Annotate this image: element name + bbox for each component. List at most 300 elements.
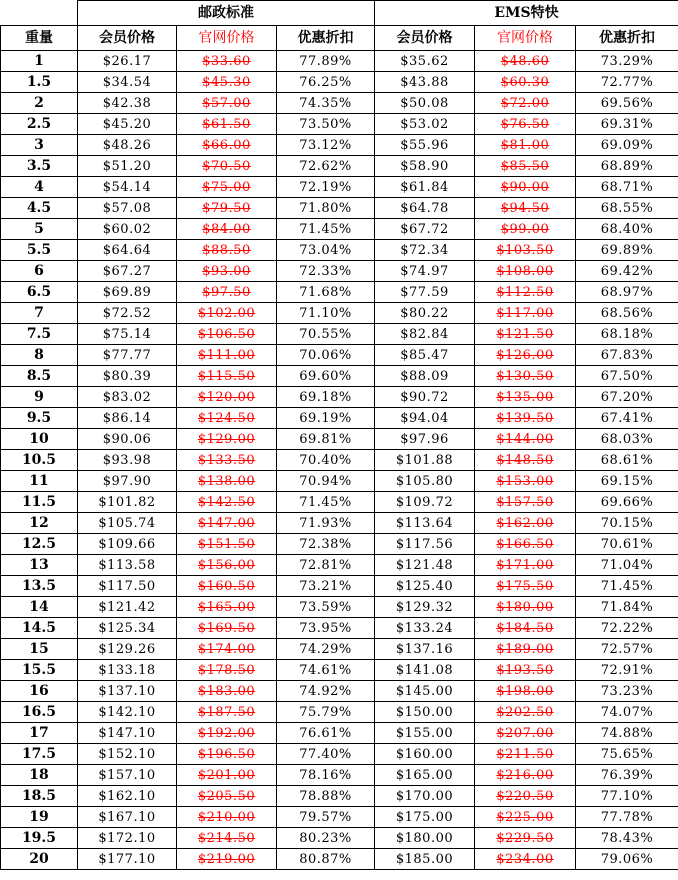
ems-official-price-cell: $225.00: [475, 807, 576, 828]
postal-official-price-cell: $138.00: [177, 471, 277, 492]
postal-official-price-cell: $219.00: [177, 849, 277, 870]
ems-official-price-cell: $175.50: [475, 576, 576, 597]
ems-discount-cell: 70.61%: [576, 534, 678, 555]
weight-cell: 11.5: [1, 492, 78, 513]
postal-discount-cell: 71.93%: [277, 513, 375, 534]
ems-discount-cell: 67.50%: [576, 366, 678, 387]
postal-discount-cell: 78.16%: [277, 765, 375, 786]
ems-official-price-cell: $85.50: [475, 156, 576, 177]
postal-member-price-cell: $42.38: [78, 93, 177, 114]
postal-official-price-cell: $165.00: [177, 597, 277, 618]
postal-member-price-cell: $97.90: [78, 471, 177, 492]
table-row: [1, 681, 678, 702]
postal-official-price-cell: $45.30: [177, 72, 277, 93]
postal-official-price-cell: $183.00: [177, 681, 277, 702]
postal-discount-cell: 78.88%: [277, 786, 375, 807]
table-row: [1, 492, 678, 513]
ems-official-price-cell: $144.00: [475, 429, 576, 450]
table-row: [1, 513, 678, 534]
weight-cell: 3.5: [1, 156, 78, 177]
ems-official-price-cell: $220.50: [475, 786, 576, 807]
ems-member-price-cell: $55.96: [375, 135, 475, 156]
postal-official-price-cell: $88.50: [177, 240, 277, 261]
ems-member-price-cell: $50.08: [375, 93, 475, 114]
postal-discount-cell: 72.62%: [277, 156, 375, 177]
postal-member-price-cell: $57.08: [78, 198, 177, 219]
ems-discount-cell: 72.77%: [576, 72, 678, 93]
weight-cell: 16: [1, 681, 78, 702]
postal-official-price-cell: $70.50: [177, 156, 277, 177]
ems-official-price-cell: $81.00: [475, 135, 576, 156]
ems-discount-cell: 69.56%: [576, 93, 678, 114]
ems-member-price-cell: $64.78: [375, 198, 475, 219]
postal-discount-cell: 71.80%: [277, 198, 375, 219]
postal-member-price-cell: $172.10: [78, 828, 177, 849]
table-row: [1, 366, 678, 387]
ems-discount-cell: 72.57%: [576, 639, 678, 660]
postal-discount-cell: 77.89%: [277, 51, 375, 72]
ems-member-price-cell: $90.72: [375, 387, 475, 408]
group-header-row: [1, 1, 678, 26]
postal-member-price-cell: $162.10: [78, 786, 177, 807]
table-row: [1, 261, 678, 282]
ems-member-price-cell: $155.00: [375, 723, 475, 744]
ems-discount-cell: 69.09%: [576, 135, 678, 156]
ems-official-price-cell: $234.00: [475, 849, 576, 870]
weight-cell: 10: [1, 429, 78, 450]
weight-cell: 19.5: [1, 828, 78, 849]
postal-member-price-cell: $86.14: [78, 408, 177, 429]
ems-official-price-cell: $121.50: [475, 324, 576, 345]
weight-cell: 5.5: [1, 240, 78, 261]
ems-official-price-cell: $202.50: [475, 702, 576, 723]
table-row: [1, 114, 678, 135]
ems-member-price-cell: $105.80: [375, 471, 475, 492]
postal-member-price-cell: $64.64: [78, 240, 177, 261]
postal-member-price-cell: $83.02: [78, 387, 177, 408]
ems-official-price-cell: $90.00: [475, 177, 576, 198]
ems-discount-cell: 73.29%: [576, 51, 678, 72]
weight-cell: 5: [1, 219, 78, 240]
postal-official-price-cell: $115.50: [177, 366, 277, 387]
postal-official-price-cell: $120.00: [177, 387, 277, 408]
ems-discount-cell: 69.15%: [576, 471, 678, 492]
postal-official-price-cell: $57.00: [177, 93, 277, 114]
postal-discount-cell: 79.57%: [277, 807, 375, 828]
table-row: [1, 744, 678, 765]
postal-official-price-cell: $214.50: [177, 828, 277, 849]
postal-member-price-cell: $48.26: [78, 135, 177, 156]
ems-discount-cell: 71.45%: [576, 576, 678, 597]
weight-cell: 9.5: [1, 408, 78, 429]
table-row: [1, 387, 678, 408]
ems-official-price-cell: $162.00: [475, 513, 576, 534]
ems-discount-cell: 68.71%: [576, 177, 678, 198]
table-row: [1, 450, 678, 471]
postal-discount-cell: 74.61%: [277, 660, 375, 681]
ems-official-price-cell: $103.50: [475, 240, 576, 261]
weight-cell: 12: [1, 513, 78, 534]
ems-official-price-cell: $157.50: [475, 492, 576, 513]
ems-discount-cell: 68.40%: [576, 219, 678, 240]
weight-cell: 17: [1, 723, 78, 744]
postal-member-price-cell: $69.89: [78, 282, 177, 303]
ems-official-price-cell: $153.00: [475, 471, 576, 492]
ems-member-price-cell: $160.00: [375, 744, 475, 765]
postal-official-price-cell: $93.00: [177, 261, 277, 282]
ems-official-price-cell: $207.00: [475, 723, 576, 744]
postal-member-price-cell: $152.10: [78, 744, 177, 765]
weight-cell: 18: [1, 765, 78, 786]
ems-member-price-cell: $170.00: [375, 786, 475, 807]
postal-discount-cell: 70.40%: [277, 450, 375, 471]
postal-discount-cell: 74.29%: [277, 639, 375, 660]
postal-discount-cell: 73.95%: [277, 618, 375, 639]
postal-member-price-cell: $75.14: [78, 324, 177, 345]
postal-discount-cell: 70.06%: [277, 345, 375, 366]
weight-cell: 9: [1, 387, 78, 408]
ems-official-price-cell: $180.00: [475, 597, 576, 618]
ems-discount-cell: 67.41%: [576, 408, 678, 429]
postal-member-price-cell: $133.18: [78, 660, 177, 681]
weight-cell: 14: [1, 597, 78, 618]
postal-official-price-cell: $142.50: [177, 492, 277, 513]
ems-official-price-cell: $48.60: [475, 51, 576, 72]
group-postal-header: 邮政标准: [78, 1, 375, 26]
ems-official-price-cell: $126.00: [475, 345, 576, 366]
postal-discount-cell: 76.25%: [277, 72, 375, 93]
postal-official-price-cell: $174.00: [177, 639, 277, 660]
ems-member-price-cell: $77.59: [375, 282, 475, 303]
weight-cell: 1: [1, 51, 78, 72]
ems-discount-cell: 76.39%: [576, 765, 678, 786]
postal-official-price-cell: $66.00: [177, 135, 277, 156]
weight-cell: 15: [1, 639, 78, 660]
postal-discount-cell: 71.68%: [277, 282, 375, 303]
ems-official-price-cell: $148.50: [475, 450, 576, 471]
postal-official-price-cell: $160.50: [177, 576, 277, 597]
ems-member-price-cell: $43.88: [375, 72, 475, 93]
ems-discount-cell: 71.04%: [576, 555, 678, 576]
weight-cell: 12.5: [1, 534, 78, 555]
postal-official-price-cell: $210.00: [177, 807, 277, 828]
weight-cell: 16.5: [1, 702, 78, 723]
ems-official-price-cell: $72.00: [475, 93, 576, 114]
postal-member-price-cell: $45.20: [78, 114, 177, 135]
postal-official-price-cell: $201.00: [177, 765, 277, 786]
ems-official-price-cell: $211.50: [475, 744, 576, 765]
postal-official-price-cell: $111.00: [177, 345, 277, 366]
table-row: [1, 786, 678, 807]
table-row: [1, 828, 678, 849]
ems-official-price-cell: $130.50: [475, 366, 576, 387]
table-row: [1, 303, 678, 324]
ems-discount-cell: 68.61%: [576, 450, 678, 471]
table-row: [1, 723, 678, 744]
ems-official-price-cell: $94.50: [475, 198, 576, 219]
ems-official-price-cell: $112.50: [475, 282, 576, 303]
postal-member-price-cell: $121.42: [78, 597, 177, 618]
weight-cell: 20: [1, 849, 78, 870]
postal-member-price-cell: $113.58: [78, 555, 177, 576]
postal-member-price-cell: $147.10: [78, 723, 177, 744]
ems-member-price-cell: $61.84: [375, 177, 475, 198]
postal-discount-cell: 73.59%: [277, 597, 375, 618]
ems-discount-cell: 77.10%: [576, 786, 678, 807]
table-row: [1, 51, 678, 72]
ems-official-price-cell: $108.00: [475, 261, 576, 282]
postal-official-price-cell: $196.50: [177, 744, 277, 765]
postal-member-price-cell: $129.26: [78, 639, 177, 660]
ems-discount-cell: 67.20%: [576, 387, 678, 408]
ems-member-price-cell: $72.34: [375, 240, 475, 261]
ems-discount-cell: 79.06%: [576, 849, 678, 870]
postal-discount-cell: 71.45%: [277, 219, 375, 240]
postal-discount-header: 优惠折扣: [277, 26, 375, 51]
postal-discount-cell: 70.55%: [277, 324, 375, 345]
postal-member-price-cell: $177.10: [78, 849, 177, 870]
ems-discount-cell: 75.65%: [576, 744, 678, 765]
postal-official-price-cell: $156.00: [177, 555, 277, 576]
postal-official-price-cell: $97.50: [177, 282, 277, 303]
postal-discount-cell: 72.38%: [277, 534, 375, 555]
weight-cell: 17.5: [1, 744, 78, 765]
postal-discount-cell: 77.40%: [277, 744, 375, 765]
ems-official-price-cell: $117.00: [475, 303, 576, 324]
weight-cell: 8: [1, 345, 78, 366]
ems-member-price-cell: $82.84: [375, 324, 475, 345]
ems-discount-cell: 74.88%: [576, 723, 678, 744]
postal-member-price-cell: $125.34: [78, 618, 177, 639]
table-row: [1, 135, 678, 156]
postal-discount-cell: 69.81%: [277, 429, 375, 450]
postal-official-price-cell: $178.50: [177, 660, 277, 681]
postal-member-price-cell: $51.20: [78, 156, 177, 177]
ems-official-price-cell: $135.00: [475, 387, 576, 408]
weight-cell: 15.5: [1, 660, 78, 681]
postal-member-price-cell: $34.54: [78, 72, 177, 93]
ems-discount-cell: 73.23%: [576, 681, 678, 702]
table-row: [1, 429, 678, 450]
ems-member-price-cell: $125.40: [375, 576, 475, 597]
table-row: [1, 534, 678, 555]
postal-discount-cell: 73.12%: [277, 135, 375, 156]
ems-official-price-cell: $184.50: [475, 618, 576, 639]
ems-official-price-header: 官网价格: [475, 26, 576, 51]
postal-member-price-cell: $167.10: [78, 807, 177, 828]
ems-discount-cell: 68.55%: [576, 198, 678, 219]
table-row: [1, 576, 678, 597]
table-row: [1, 702, 678, 723]
table-row: [1, 555, 678, 576]
ems-member-price-cell: $101.88: [375, 450, 475, 471]
postal-discount-cell: 70.94%: [277, 471, 375, 492]
ems-official-price-cell: $216.00: [475, 765, 576, 786]
ems-official-price-cell: $189.00: [475, 639, 576, 660]
ems-discount-cell: 77.78%: [576, 807, 678, 828]
postal-official-price-cell: $106.50: [177, 324, 277, 345]
postal-discount-cell: 74.35%: [277, 93, 375, 114]
ems-discount-cell: 68.89%: [576, 156, 678, 177]
group-ems-header: EMS特快: [375, 1, 678, 26]
weight-cell: 11: [1, 471, 78, 492]
postal-official-price-cell: $84.00: [177, 219, 277, 240]
postal-member-price-cell: $101.82: [78, 492, 177, 513]
table-row: [1, 345, 678, 366]
column-header-row: [1, 26, 678, 51]
table-row: [1, 156, 678, 177]
postal-official-price-cell: $129.00: [177, 429, 277, 450]
ems-member-price-cell: $180.00: [375, 828, 475, 849]
postal-discount-cell: 72.19%: [277, 177, 375, 198]
postal-member-price-cell: $67.27: [78, 261, 177, 282]
postal-discount-cell: 69.60%: [277, 366, 375, 387]
ems-member-price-cell: $141.08: [375, 660, 475, 681]
table-row: [1, 177, 678, 198]
ems-member-price-cell: $85.47: [375, 345, 475, 366]
postal-member-price-cell: $26.17: [78, 51, 177, 72]
postal-discount-cell: 80.23%: [277, 828, 375, 849]
postal-official-price-cell: $147.00: [177, 513, 277, 534]
postal-member-price-cell: $117.50: [78, 576, 177, 597]
ems-member-price-cell: $137.16: [375, 639, 475, 660]
ems-member-price-cell: $129.32: [375, 597, 475, 618]
table-row: [1, 597, 678, 618]
table-row: [1, 765, 678, 786]
postal-member-price-cell: $54.14: [78, 177, 177, 198]
postal-discount-cell: 69.19%: [277, 408, 375, 429]
ems-member-price-cell: $145.00: [375, 681, 475, 702]
postal-discount-cell: 75.79%: [277, 702, 375, 723]
table-row: [1, 471, 678, 492]
postal-member-price-cell: $137.10: [78, 681, 177, 702]
ems-discount-cell: 68.56%: [576, 303, 678, 324]
postal-official-price-cell: $187.50: [177, 702, 277, 723]
postal-member-price-cell: $60.02: [78, 219, 177, 240]
postal-member-price-cell: $90.06: [78, 429, 177, 450]
ems-member-price-cell: $53.02: [375, 114, 475, 135]
table-row: [1, 240, 678, 261]
ems-official-price-cell: $193.50: [475, 660, 576, 681]
postal-discount-cell: 71.10%: [277, 303, 375, 324]
ems-discount-cell: 68.97%: [576, 282, 678, 303]
ems-discount-cell: 78.43%: [576, 828, 678, 849]
weight-cell: 4: [1, 177, 78, 198]
postal-discount-cell: 74.92%: [277, 681, 375, 702]
postal-official-price-cell: $205.50: [177, 786, 277, 807]
postal-official-price-cell: $169.50: [177, 618, 277, 639]
table-row: [1, 198, 678, 219]
postal-member-price-cell: $157.10: [78, 765, 177, 786]
postal-discount-cell: 72.81%: [277, 555, 375, 576]
weight-cell: 4.5: [1, 198, 78, 219]
ems-member-price-cell: $109.72: [375, 492, 475, 513]
ems-discount-cell: 67.83%: [576, 345, 678, 366]
ems-member-price-cell: $185.00: [375, 849, 475, 870]
weight-cell: 18.5: [1, 786, 78, 807]
postal-discount-cell: 73.04%: [277, 240, 375, 261]
table-row: [1, 282, 678, 303]
postal-discount-cell: 71.45%: [277, 492, 375, 513]
ems-member-price-cell: $94.04: [375, 408, 475, 429]
table-row: [1, 639, 678, 660]
table-row: [1, 849, 678, 870]
postal-official-price-header: 官网价格: [177, 26, 277, 51]
ems-discount-cell: 69.42%: [576, 261, 678, 282]
postal-official-price-cell: $79.50: [177, 198, 277, 219]
ems-discount-cell: 68.18%: [576, 324, 678, 345]
ems-discount-header: 优惠折扣: [576, 26, 678, 51]
ems-discount-cell: 72.22%: [576, 618, 678, 639]
weight-cell: 7.5: [1, 324, 78, 345]
ems-discount-cell: 68.03%: [576, 429, 678, 450]
ems-member-price-cell: $150.00: [375, 702, 475, 723]
ems-discount-cell: 69.31%: [576, 114, 678, 135]
postal-official-price-cell: $124.50: [177, 408, 277, 429]
table-row: [1, 618, 678, 639]
ems-official-price-cell: $139.50: [475, 408, 576, 429]
ems-official-price-cell: $171.00: [475, 555, 576, 576]
weight-cell: 13.5: [1, 576, 78, 597]
postal-official-price-cell: $151.50: [177, 534, 277, 555]
ems-member-price-header: 会员价格: [375, 26, 475, 51]
postal-member-price-header: 会员价格: [78, 26, 177, 51]
postal-official-price-cell: $61.50: [177, 114, 277, 135]
ems-discount-cell: 74.07%: [576, 702, 678, 723]
postal-discount-cell: 76.61%: [277, 723, 375, 744]
postal-official-price-cell: $75.00: [177, 177, 277, 198]
weight-cell: 10.5: [1, 450, 78, 471]
postal-discount-cell: 69.18%: [277, 387, 375, 408]
postal-member-price-cell: $142.10: [78, 702, 177, 723]
postal-member-price-cell: $105.74: [78, 513, 177, 534]
postal-member-price-cell: $109.66: [78, 534, 177, 555]
ems-member-price-cell: $113.64: [375, 513, 475, 534]
postal-discount-cell: 73.21%: [277, 576, 375, 597]
ems-member-price-cell: $74.97: [375, 261, 475, 282]
postal-official-price-cell: $133.50: [177, 450, 277, 471]
postal-official-price-cell: $192.00: [177, 723, 277, 744]
ems-official-price-cell: $60.30: [475, 72, 576, 93]
weight-column-header: 重量: [1, 26, 78, 51]
postal-member-price-cell: $93.98: [78, 450, 177, 471]
table-row: [1, 660, 678, 681]
weight-cell: 14.5: [1, 618, 78, 639]
ems-official-price-cell: $99.00: [475, 219, 576, 240]
table-row: [1, 72, 678, 93]
weight-cell: 2: [1, 93, 78, 114]
ems-discount-cell: 70.15%: [576, 513, 678, 534]
ems-member-price-cell: $88.09: [375, 366, 475, 387]
postal-discount-cell: 73.50%: [277, 114, 375, 135]
ems-official-price-cell: $76.50: [475, 114, 576, 135]
ems-member-price-cell: $133.24: [375, 618, 475, 639]
ems-discount-cell: 72.91%: [576, 660, 678, 681]
ems-member-price-cell: $121.48: [375, 555, 475, 576]
ems-member-price-cell: $117.56: [375, 534, 475, 555]
weight-cell: 3: [1, 135, 78, 156]
postal-member-price-cell: $72.52: [78, 303, 177, 324]
corner-cell: [1, 1, 78, 26]
table-row: [1, 93, 678, 114]
ems-member-price-cell: $67.72: [375, 219, 475, 240]
weight-cell: 6.5: [1, 282, 78, 303]
table-row: [1, 324, 678, 345]
weight-cell: 2.5: [1, 114, 78, 135]
ems-discount-cell: 69.89%: [576, 240, 678, 261]
weight-cell: 1.5: [1, 72, 78, 93]
weight-cell: 13: [1, 555, 78, 576]
